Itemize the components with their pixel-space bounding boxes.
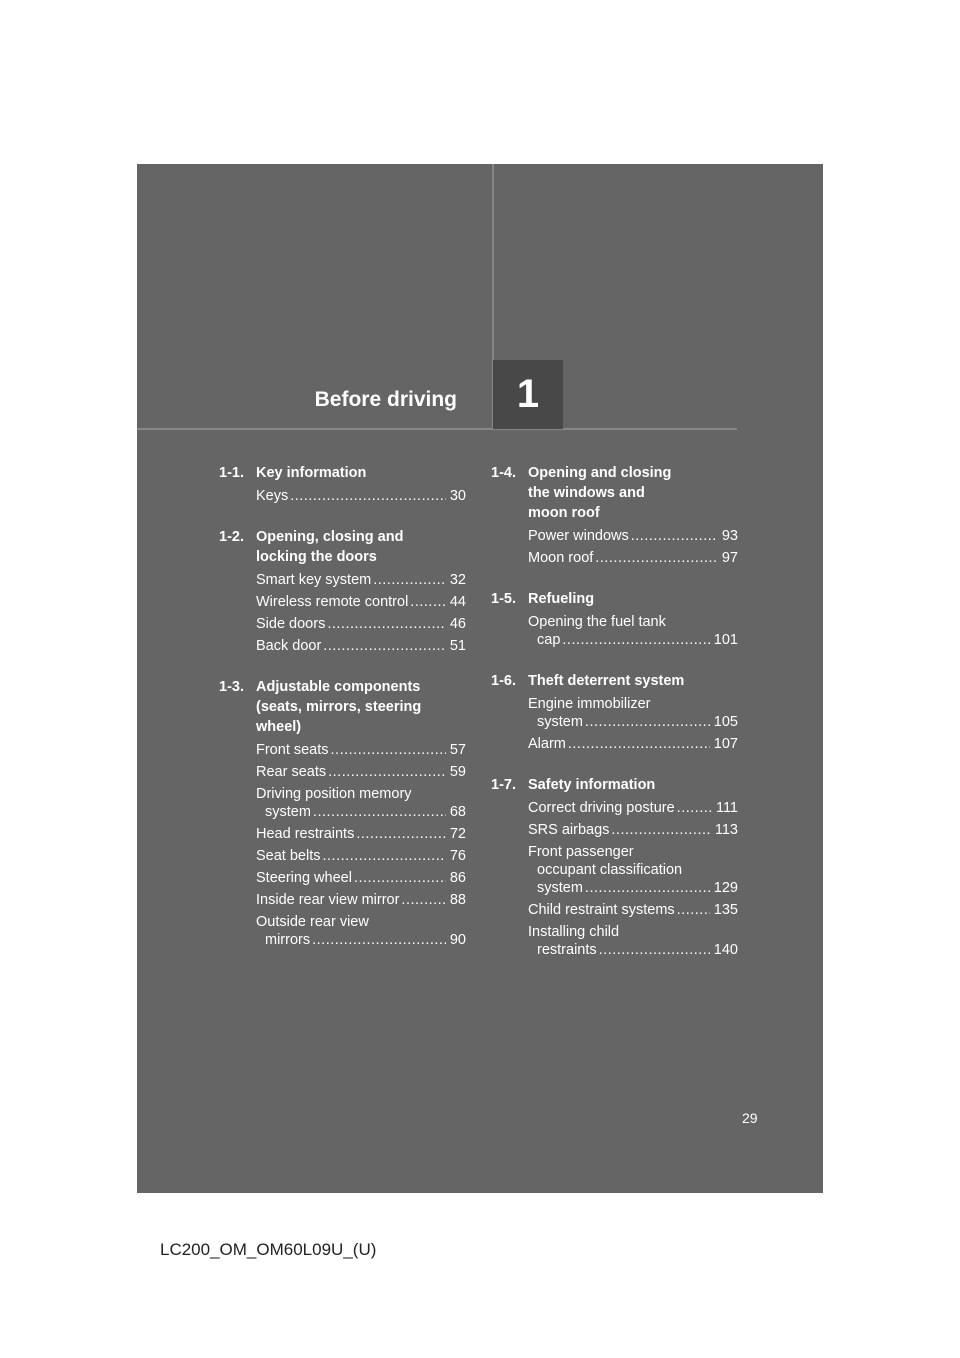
entry-label-line: Steering wheel (256, 870, 352, 886)
dot-leader (677, 901, 710, 919)
entry-label-line: Alarm (528, 736, 566, 752)
page-number: 29 (742, 1110, 758, 1126)
entry-page-number: 59 (449, 764, 466, 780)
entry-label-line: Head restraints (256, 826, 355, 842)
section-title-line: (seats, mirrors, steering (256, 699, 422, 715)
entry-page-number: 97 (721, 550, 738, 566)
toc-entry[interactable] (528, 843, 738, 897)
toc-section (491, 671, 738, 753)
toc-entry[interactable] (256, 571, 466, 589)
entry-label-line: Outside rear view (256, 914, 369, 930)
section-number: 1-3. (219, 679, 244, 695)
toc-entry[interactable] (256, 487, 466, 505)
section-title (528, 671, 738, 691)
toc-entry[interactable] (528, 613, 738, 649)
dot-leader (677, 799, 712, 817)
dot-leader (562, 631, 709, 649)
toc-entry[interactable] (528, 901, 738, 919)
dot-leader (312, 931, 446, 949)
toc-entry[interactable] (256, 637, 466, 655)
entry-label-line: mirrors (265, 932, 311, 948)
entry-page-number: 135 (713, 902, 738, 918)
section-title (528, 589, 738, 609)
section-title (528, 463, 738, 523)
entry-page-number: 101 (713, 632, 738, 648)
section-number: 1-6. (491, 673, 516, 689)
toc-entry[interactable] (256, 741, 466, 759)
entry-label-line: Smart key system (256, 572, 372, 588)
dot-leader (585, 713, 710, 731)
entry-label-line: Rear seats (256, 764, 327, 780)
toc-entry[interactable] (256, 785, 466, 821)
section-title (528, 775, 738, 795)
section-title-line: locking the doors (256, 549, 377, 565)
toc-entry[interactable] (528, 799, 738, 817)
chapter-number: 1 (516, 372, 540, 416)
dot-leader (595, 549, 718, 567)
toc-entry[interactable] (256, 763, 466, 781)
entry-label-line: cap (537, 632, 561, 648)
entry-label-line: Seat belts (256, 848, 321, 864)
entry-page-number: 113 (714, 822, 738, 838)
entry-label-line: Inside rear view mirror (256, 892, 400, 908)
section-title-line: wheel) (256, 719, 302, 735)
entry-label-line: SRS airbags (528, 822, 610, 838)
section-title-line: Theft deterrent system (528, 673, 685, 689)
toc-section (491, 775, 738, 959)
entry-label-line: Moon roof (528, 550, 594, 566)
dot-leader (356, 825, 446, 843)
entry-label-line: Opening the fuel tank (528, 614, 666, 630)
section-title-line: moon roof (528, 505, 600, 521)
dot-leader (631, 527, 718, 545)
toc-entry[interactable] (256, 847, 466, 865)
entry-label-line: Front passenger (528, 844, 634, 860)
entry-label-line: system (537, 880, 583, 896)
toc-section (491, 589, 738, 649)
entry-label-line: Driving position memory (256, 786, 412, 802)
entry-page-number: 107 (713, 736, 738, 752)
entry-page-number: 72 (449, 826, 466, 842)
toc-entry[interactable] (528, 695, 738, 731)
divider-horizontal (137, 428, 737, 430)
section-number: 1-4. (491, 465, 516, 481)
dot-leader (290, 487, 446, 505)
entry-page-number: 86 (449, 870, 466, 886)
section-title (256, 677, 466, 737)
entry-label-line: system (265, 804, 311, 820)
chapter-title: Before driving (314, 388, 457, 411)
entry-page-number: 76 (449, 848, 466, 864)
dot-leader (331, 741, 446, 759)
entry-label-line: Installing child (528, 924, 620, 940)
dot-leader (328, 763, 446, 781)
entry-page-number: 129 (713, 880, 738, 896)
section-number: 1-1. (219, 465, 244, 481)
entry-label-line: Side doors (256, 616, 326, 632)
document-code: LC200_OM_OM60L09U_(U) (160, 1240, 377, 1259)
toc-entry[interactable] (256, 891, 466, 909)
entry-label-line: Child restraint systems (528, 902, 675, 918)
dot-leader (599, 941, 710, 959)
divider-vertical (492, 164, 494, 360)
dot-leader (313, 803, 446, 821)
section-number: 1-7. (491, 777, 516, 793)
toc-entry[interactable] (528, 821, 738, 839)
entry-page-number: 105 (713, 714, 738, 730)
entry-label-line: restraints (537, 942, 597, 958)
section-number: 1-2. (219, 529, 244, 545)
section-title (256, 463, 466, 483)
entry-label-line: Wireless remote control (256, 594, 409, 610)
dot-leader (323, 847, 446, 865)
section-title-line: Adjustable components (256, 679, 421, 695)
toc-column-left (219, 463, 466, 971)
entry-page-number: 57 (449, 742, 466, 758)
entry-page-number: 111 (715, 800, 738, 816)
dot-leader (585, 879, 710, 897)
section-title (256, 527, 466, 567)
dot-leader (373, 571, 446, 589)
dot-leader (611, 821, 710, 839)
section-title-line: Opening and closing (528, 465, 672, 481)
section-title-line: the windows and (528, 485, 645, 501)
toc-section (219, 463, 466, 505)
dot-leader (327, 615, 446, 633)
toc-section (219, 677, 466, 949)
toc-entry[interactable] (256, 615, 466, 633)
dot-leader (568, 735, 710, 753)
section-number: 1-5. (491, 591, 516, 607)
entry-page-number: 90 (449, 932, 466, 948)
dot-leader (354, 869, 446, 887)
entry-page-number: 93 (721, 528, 738, 544)
toc-section (491, 463, 738, 567)
entry-page-number: 51 (449, 638, 466, 654)
dot-leader (323, 637, 446, 655)
toc-entry[interactable] (528, 923, 738, 959)
entry-page-number: 68 (449, 804, 466, 820)
chapter-number-tab (492, 360, 563, 429)
dot-leader (410, 593, 446, 611)
entry-page-number: 32 (449, 572, 466, 588)
toc-entry[interactable] (528, 735, 738, 753)
toc-section (219, 527, 466, 655)
section-title-line: Key information (256, 465, 367, 481)
entry-label-line: Keys (256, 488, 289, 504)
section-title-line: Opening, closing and (256, 529, 404, 545)
toc-entry[interactable] (256, 869, 466, 887)
section-title-line: Safety information (528, 777, 656, 793)
entry-page-number: 46 (449, 616, 466, 632)
toc-column-right (491, 463, 738, 981)
toc-entry[interactable] (256, 593, 466, 611)
entry-page-number: 30 (449, 488, 466, 504)
entry-label-line: Engine immobilizer (528, 696, 651, 712)
entry-label-line: Back door (256, 638, 322, 654)
dot-leader (401, 891, 445, 909)
entry-page-number: 44 (449, 594, 466, 610)
entry-label-line: system (537, 714, 583, 730)
entry-label-line: Front seats (256, 742, 329, 758)
entry-label-line: Correct driving posture (528, 800, 675, 816)
entry-label-line: Power windows (528, 528, 629, 544)
toc-entry[interactable] (256, 913, 466, 949)
entry-label-line: occupant classification (537, 862, 683, 878)
toc-entry[interactable] (528, 527, 738, 545)
section-title-line: Refueling (528, 591, 595, 607)
entry-page-number: 88 (449, 892, 466, 908)
entry-page-number: 140 (713, 942, 738, 958)
toc-entry[interactable] (528, 549, 738, 567)
toc-entry[interactable] (256, 825, 466, 843)
